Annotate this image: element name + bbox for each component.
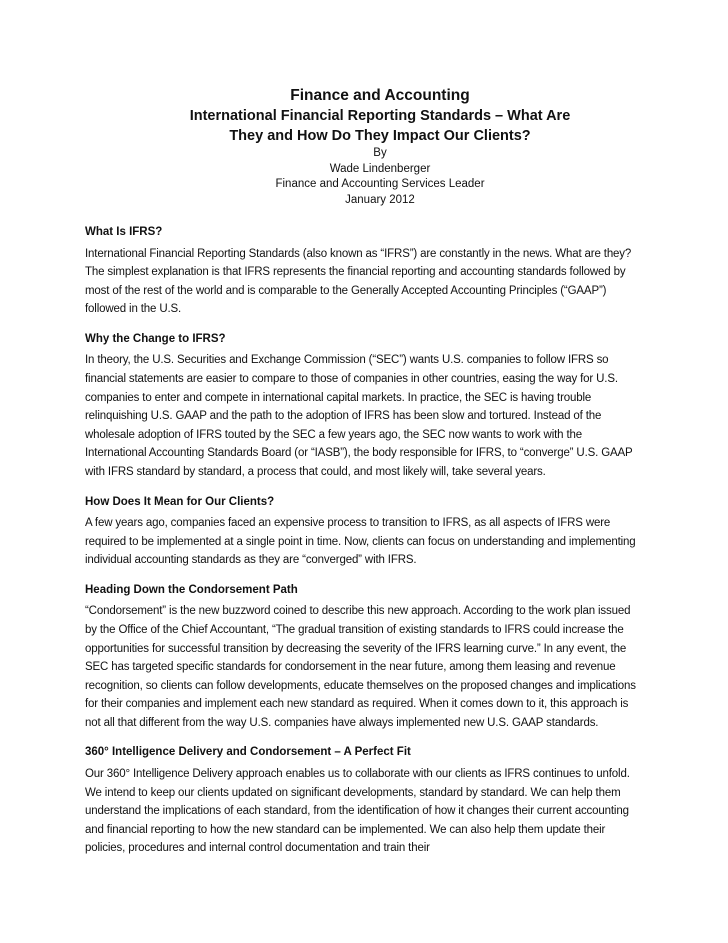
- document-page: [85, 86, 645, 858]
- document-date: January 2012: [345, 193, 415, 206]
- section-body: Our 360° Intelligence Delivery approach enables us to collaborate with our clients as IFRS continues to unfold. We intend to keep our clients updated on significant developments, standard by standard. We can help them understand the implications of each standard, from the identification of how it changes their current accounting and financial reporting to how the new standard can be implemented. We can also help them update their policies, procedures and internal control documentation and train their: [85, 767, 630, 855]
- section-heading: How Does It Mean for Our Clients?: [85, 495, 275, 508]
- document-subtitle-line-2: They and How Do They Impact Our Clients?: [229, 128, 531, 144]
- document-title: Finance and Accounting: [290, 87, 470, 104]
- section-body: “Condorsement” is the new buzzword coined to describe this new approach. According to the work plan issued by the Office of the Chief Accountant, “The gradual transition of existing standards to IFRS could increase the opportunities for successful transition by decreasing the severity of the IFRS learning curve.” In any event, the SEC has targeted specific standards for condorsement in the near future, among them leasing and revenue recognition, so clients can follow developments, educate themselves on the proposed changes and implications for their companies and implement each new standard as required. When it comes down to it, this approach is not all that different from the way U.S. companies have always implemented new U.S. GAAP standards.: [85, 605, 636, 729]
- title-block: [85, 86, 645, 208]
- section-heading: Why the Change to IFRS?: [85, 332, 226, 345]
- section-body: A few years ago, companies faced an expensive process to transition to IFRS, as all aspects of IFRS were required to be implemented at a single point in time. Now, clients can focus on understanding and implementing individual accounting standards as they are “converged” with IFRS.: [85, 517, 636, 567]
- document-subtitle-line-1: International Financial Reporting Standards – What Are: [189, 108, 571, 124]
- section-heading: Heading Down the Condorsement Path: [85, 583, 298, 596]
- section-heading: 360° Intelligence Delivery and Condorsement – A Perfect Fit: [85, 746, 411, 759]
- section-body: International Financial Reporting Standards (also known as “IFRS”) are constantly in the news. What are they? The simplest explanation is that IFRS represents the financial reporting and accounting standards followed by most of the rest of the world and is comparable to the Generally Accepted Accounting Principles (“GAAP”) followed in the U.S.: [85, 247, 632, 316]
- author-role: Finance and Accounting Services Leader: [275, 178, 485, 190]
- section-what-is-ifrs: [85, 225, 645, 319]
- section-why-change: [85, 332, 645, 482]
- section-clients-meaning: [85, 495, 645, 570]
- section-body: In theory, the U.S. Securities and Exchange Commission (“SEC”) wants U.S. companies to follow IFRS so financial statements are easier to compare to those of companies in other countries, easing the way for U.S. companies to enter and compete in international capital markets. In practice, the SEC is having trouble relinquishing U.S. GAAP and the path to the adoption of IFRS has been slow and tortured. Instead of the wholesale adoption of IFRS touted by the SEC a few years ago, the SEC now wants to work with the International Accounting Standards Board (or “IASB”), the body responsible for IFRS, to “converge” U.S. GAAP with IFRS standard by standard, a process that could, and most likely will, take several years.: [85, 354, 633, 478]
- section-heading: What Is IFRS?: [85, 226, 163, 238]
- author-name: Wade Lindenberger: [329, 162, 431, 175]
- section-condorsement-path: [85, 583, 645, 733]
- byline-by: By: [373, 147, 387, 159]
- section-intelligence-delivery: [85, 745, 645, 857]
